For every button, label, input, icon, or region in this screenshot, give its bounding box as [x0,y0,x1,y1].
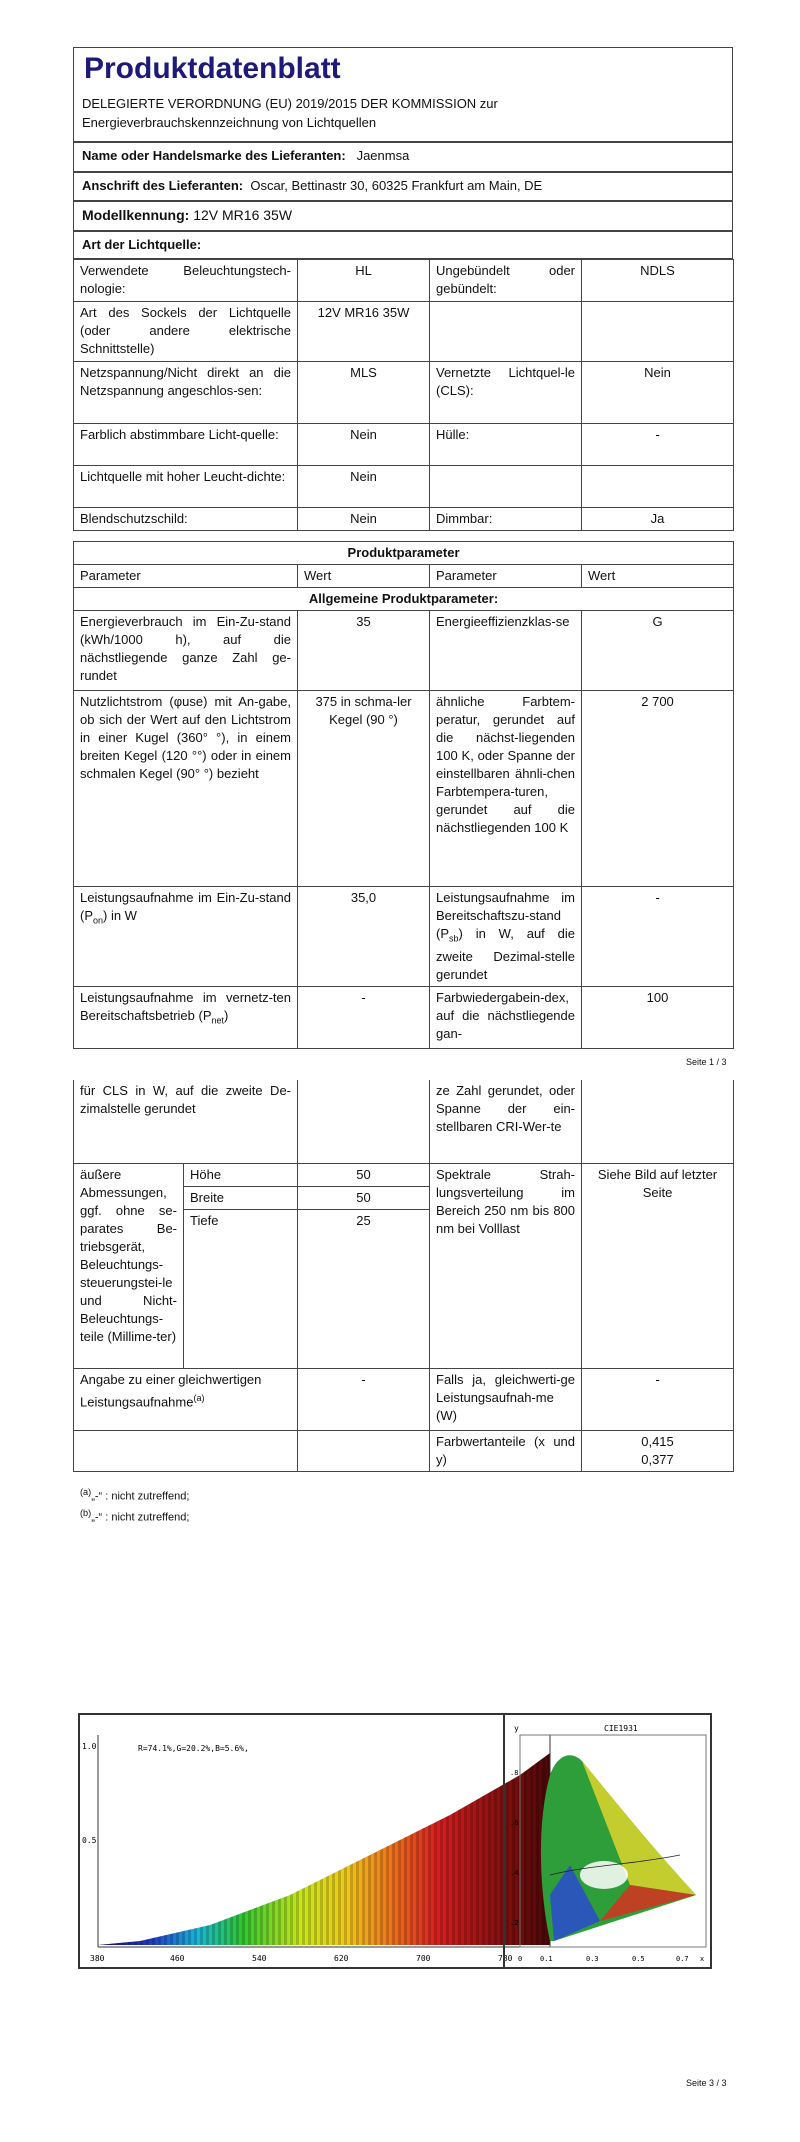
spectrum-stripes [98,1753,550,1945]
table-row [74,887,734,987]
svg-text:.4: .4 [510,1869,519,1877]
cell-label: Leistungsaufnahme im Bereitschaftszu-stand $(P_{sb})$ in W, auf die zweite Dezimal-stelle gerundet [430,887,582,987]
cell-value: - [298,986,430,1048]
dimensions-label: äußere Abmessungen, ggf. ohne se-parates Be-triebsgerät, Beleuchtungs-steuerungstei-le und Nicht-Beleuchtungs-teile (Millime-ter) [74,1163,184,1369]
spectral-label: Spektrale Strah-lungsverteilung im Bereich 250 nm bis 800 nm bei Volllast [430,1163,582,1369]
svg-text:0.3: 0.3 [586,1955,599,1963]
cie-y-label: y [514,1724,519,1733]
table-row [74,1431,734,1472]
page-number: Seite 3 / 3 [686,2078,727,2088]
cell-label: Ungebündelt oder gebündelt: [430,260,582,302]
cell-value: 12V MR16 35W [298,302,430,362]
x-tick-label: 540 [252,1954,267,1963]
cell-value: G [582,611,734,691]
cell-value: 35,0 [298,887,430,987]
cell-value: Ja [582,508,734,531]
cell-label: ähnliche Farbtem-peratur, gerundet auf die nächst-liegenden 100 K, oder Spanne der einstellbaren ähnli-chen Farbtempera-turen, gerundet auf die nächstliegenden 100 K [430,691,582,887]
dimension-name: Höhe [184,1163,298,1186]
table-row [74,691,734,887]
svg-text:.6: .6 [510,1819,519,1827]
cell-value: Nein [298,466,430,508]
product-parameter-table [73,541,733,1049]
supplier-name-label: Name oder Handelsmarke des Lieferanten: [82,148,346,163]
table-row [74,1163,734,1186]
cell-value: 35 [298,611,430,691]
cell-value: - [298,1369,430,1431]
x-tick-label: 380 [90,1954,105,1963]
cell-label: Farbwiedergabein-dex, auf die nächstliegende gan- [430,986,582,1048]
cell-value: Nein [298,424,430,466]
y-tick-label: 0.5 [82,1836,97,1845]
svg-text:.2: .2 [510,1919,519,1927]
cell-empty [298,1431,430,1472]
model-value: 12V MR16 35W [193,207,293,223]
spectrum-plot [82,1735,550,1963]
cell-label: Energieeffizienzklas-se [430,611,582,691]
page-title: Produktdatenblatt [84,52,341,85]
cell-label: ze Zahl gerundet, oder Spanne der ein-stellbaren CRI-Wer-te [430,1080,582,1163]
spectrum-chart [80,1715,710,1967]
table-row [74,466,734,508]
cell-label: Lichtquelle mit hoher Leucht-dichte: [74,466,298,508]
footnote-b: $^{(b)}$„-“ : nicht zutreffend; [80,1508,190,1524]
continued-table [73,1080,733,1472]
table-row [74,362,734,424]
cell-label: Dimmbar: [430,508,582,531]
dimension-value: 50 [298,1186,430,1209]
svg-text:0.7: 0.7 [676,1955,689,1963]
cell-label: Leistungsaufnahme im vernetz-ten Bereitschaftsbetrieb $(P_{net})$ [74,986,298,1048]
supplier-address-value: Oscar, Bettinastr 30, 60325 Frankfurt am Main, DE [250,178,543,193]
dimension-name: Tiefe [184,1209,298,1232]
cell-label: Vernetzte Lichtquel-le (CLS): [430,362,582,424]
section-header-row [74,588,734,611]
cell-value: MLS [298,362,430,424]
cell-value [582,302,734,362]
cell-label: Leistungsaufnahme im Ein-Zu-stand $(P_{on})$ in W [74,887,298,987]
cell-label: Verwendete Beleuchtungstech-nologie: [74,260,298,302]
cell-label: Art des Sockels der Lichtquelle (oder andere elektrische Schnittstelle) [74,302,298,362]
cell-value: - [582,424,734,466]
section-header-row [74,542,734,565]
cell-value: 375 in schma-ler Kegel (90 °) [298,691,430,887]
cell-label: Farblich abstimmbare Licht-quelle: [74,424,298,466]
cell-value: NDLS [582,260,734,302]
dimension-value: 50 [298,1163,430,1186]
supplier-name-row [73,142,733,172]
column-header: Wert [298,565,430,588]
supplier-address-label: Anschrift des Lieferanten: [82,178,244,193]
svg-text:0: 0 [518,1955,523,1963]
rgb-annotation: R=74.1%,G=20.2%,B=5.6%, [138,1744,249,1753]
cell-label: Farbwertanteile (x und y) [430,1431,582,1472]
cell-label: Nutzlichtstrom (φuse) mit An-gabe, ob sich der Wert auf den Lichtstrom in einer Kugel (360° °), in einem breiten Kegel (120 °°) oder in einem schmalen Kegel (90° °) bezieht [74,691,298,887]
cell-value: HL [298,260,430,302]
cell-value [582,466,734,508]
cell-label: Falls ja, gleichwerti-ge Leistungsaufnah-me (W) [430,1369,582,1431]
svg-text:0.1: 0.1 [540,1955,553,1963]
light-source-type-row: Art der Lichtquelle: [73,231,733,259]
cell-empty [184,1232,298,1369]
model-label: Modellkennung: [82,207,190,223]
cell-value: Nein [298,508,430,531]
cell-label [430,302,582,362]
svg-text:.8: .8 [510,1769,519,1777]
cell-label: Netzspannung/Nicht direkt an die Netzspannung angeschlos-sen: [74,362,298,424]
cell-label: Energieverbrauch im Ein-Zu-stand (kWh/1000 h), auf die nächstliegende ganze Zahl ge-rundet [74,611,298,691]
x-tick-label: 620 [334,1954,349,1963]
cell-value: - [582,1369,734,1431]
table-row [74,260,734,302]
page-number: Seite 1 / 3 [686,1057,727,1067]
general-params-title: Allgemeine Produktparameter: [74,588,734,611]
supplier-address-row [73,172,733,201]
y-tick-label: 1.0 [82,1742,97,1751]
table-row [74,424,734,466]
cell-value [298,1080,430,1163]
cell-label: Angabe zu einer gleichwertigen Leistungsaufnahme$^{(a)}$ [74,1369,298,1431]
svg-text:0.5: 0.5 [632,1955,645,1963]
table-row [74,302,734,362]
section-title: Produktparameter [74,542,734,565]
column-header: Wert [582,565,734,588]
cell-value: - [582,887,734,987]
model-row [73,201,733,231]
cell-label: Hülle: [430,424,582,466]
dimension-value: 25 [298,1209,430,1232]
regulation-line-2: Energieverbrauchskennzeichnung von Lichtquellen [82,115,377,130]
regulation-line-1: DELEGIERTE VERORDNUNG (EU) 2019/2015 DER KOMMISSION zur [82,96,498,111]
table-row [74,1080,734,1163]
light-source-type-table [73,259,733,531]
spectral-value: Siehe Bild auf letzter Seite [582,1163,734,1369]
cell-value: 0,415 0,377 [582,1431,734,1472]
table-row [74,508,734,531]
cell-value: Nein [582,362,734,424]
cell-label [430,466,582,508]
cie-title: CIE1931 [604,1724,638,1733]
column-header-row [74,565,734,588]
table-row [74,986,734,1048]
x-tick-label: 460 [170,1954,185,1963]
supplier-name-value: Jaenmsa [356,148,410,163]
x-tick-label: 700 [416,1954,431,1963]
table-row [74,611,734,691]
footnote-a: $^{(a)}$„-“ : nicht zutreffend; [80,1487,190,1503]
cie-white-point [580,1861,628,1889]
svg-text:x: x [700,1955,705,1963]
table-row [74,1369,734,1431]
column-header: Parameter [430,565,582,588]
datasheet-header [73,47,733,142]
cell-label: für CLS in W, auf die zweite De-zimalstelle gerundet [74,1080,298,1163]
column-header: Parameter [74,565,298,588]
cell-value [582,1080,734,1163]
cell-label: Blendschutzschild: [74,508,298,531]
spectrum-figure [78,1713,712,1969]
cell-empty [74,1431,298,1472]
x-tick-label: 780 [498,1954,513,1963]
cell-empty [298,1232,430,1369]
dimension-name: Breite [184,1186,298,1209]
cell-value: 100 [582,986,734,1048]
cell-value: 2 700 [582,691,734,887]
